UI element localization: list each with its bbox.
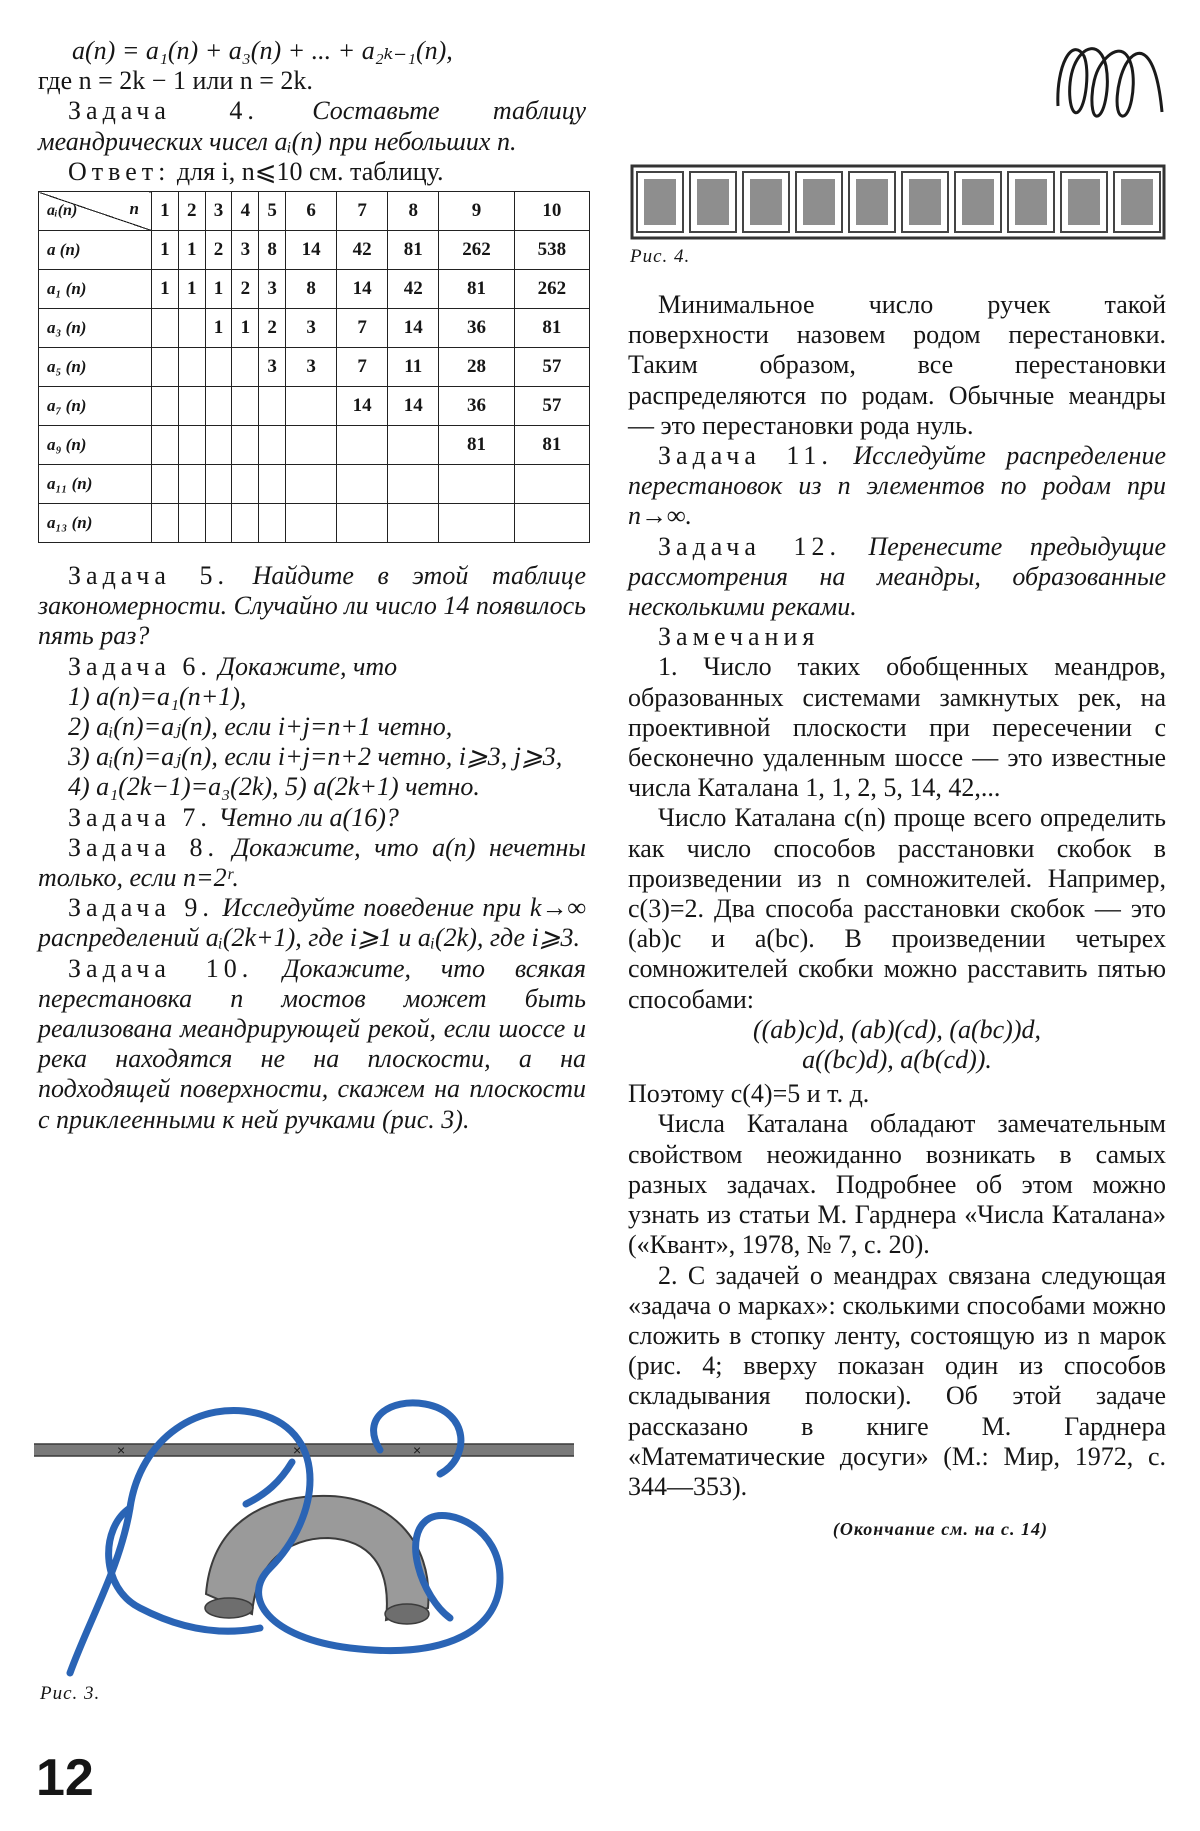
stamp-image	[1121, 179, 1153, 225]
remark-2: 2. С задачей о меандрах связана следующая «задача о марках»: сколькими способами можно сложить в стопку ленту, состоящую из n марок (рис. 4; вверху показан один из способов складывания полоски). Об этой задаче рассказано в книге М. Гарднера «Математические досуги» (М.: Мир, 1972, с. 344—353).	[628, 1260, 1166, 1501]
table-cell	[205, 504, 232, 543]
table-cell	[152, 504, 179, 543]
table-cell	[286, 504, 337, 543]
figure-3-caption: Рис. 3.	[40, 1683, 101, 1704]
table-cell: 42	[337, 231, 388, 270]
stamp-image	[803, 179, 835, 225]
table-cell	[388, 426, 439, 465]
left-column	[38, 36, 586, 1135]
table-row-label: a₁ (n)	[39, 270, 152, 309]
table-header-row	[39, 192, 590, 231]
table-cell	[152, 348, 179, 387]
table-column-header: 1	[152, 192, 179, 231]
table-cell: 3	[232, 231, 259, 270]
table-column-header: 8	[388, 192, 439, 231]
table-cell: 14	[388, 387, 439, 426]
right-column	[628, 290, 1166, 1544]
table-cell: 3	[259, 270, 286, 309]
brackets-line-2: a((bc)d), a(b(cd)).	[802, 1045, 992, 1075]
remarks-heading: Замечания	[658, 622, 820, 652]
table-cell: 81	[388, 231, 439, 270]
table-cell	[178, 504, 205, 543]
table-cell: 2	[259, 309, 286, 348]
task-10: Задача 10. Докажите, что всякая перестановка n мостов может быть реализована меандрирующей рекой, если шоссе и река находятся не на плоскости, а на подходящей поверхности, скажем на плоскости с приклеенными к ней ручками (рис. 3).	[38, 953, 586, 1134]
table-cell	[205, 348, 232, 387]
catalan-paragraph: Число Каталана c(n) проще всего определить как число способов расстановки скобок в произведении из n сомножителей. Например, c(3)=2. Два способа расстановки скобок — это (ab)c и a(bc). В произведении четырех сомножителей скобки можно расставить пятью способами:	[628, 803, 1166, 1014]
table-cell	[232, 426, 259, 465]
table-cell: 1	[232, 309, 259, 348]
c4-line: Поэтому c(4)=5 и т. д.	[628, 1079, 870, 1109]
table-cell: 57	[514, 348, 589, 387]
table-cell	[337, 465, 388, 504]
table-row	[39, 309, 590, 348]
table-cell: 8	[286, 270, 337, 309]
table-cell	[178, 309, 205, 348]
table-cell	[152, 387, 179, 426]
task-4: Задача 4. Составьте таблицу меандрических чисел aᵢ(n) при небольших n.	[38, 96, 586, 156]
table-cell: 11	[388, 348, 439, 387]
table-cell: 2	[205, 231, 232, 270]
stamp-image	[1068, 179, 1100, 225]
table-cell	[232, 465, 259, 504]
table-column-header: 3	[205, 192, 232, 231]
table-cell: 262	[439, 231, 514, 270]
table-column-header: 6	[286, 192, 337, 231]
stamp-image	[644, 179, 676, 225]
table-cell: 8	[259, 231, 286, 270]
table-cell: 7	[337, 348, 388, 387]
stamp-image	[856, 179, 888, 225]
page-number: 12	[36, 1749, 94, 1807]
table-row-label: a₃ (n)	[39, 309, 152, 348]
table-cell: 81	[439, 270, 514, 309]
table-cell: 1	[178, 231, 205, 270]
table-cell	[337, 426, 388, 465]
table-column-header: 7	[337, 192, 388, 231]
table-cell	[337, 504, 388, 543]
table-row	[39, 348, 590, 387]
table-cell: 36	[439, 387, 514, 426]
figure-4-caption: Рис. 4.	[630, 246, 691, 267]
table-row	[39, 231, 590, 270]
table-cell: 262	[514, 270, 589, 309]
table-row	[39, 465, 590, 504]
svg-text:×: ×	[413, 1442, 422, 1458]
table-cell	[178, 426, 205, 465]
table-cell	[205, 426, 232, 465]
table-cell: 14	[388, 309, 439, 348]
table-row	[39, 387, 590, 426]
brackets-line-1: ((ab)c)d, (ab)(cd), (a(bc))d,	[752, 1014, 1042, 1044]
table-cell	[514, 465, 589, 504]
figure-3-river-handle	[30, 1398, 580, 1678]
stamp-image	[1015, 179, 1047, 225]
table-cell	[259, 504, 286, 543]
task-6-item: 3) aᵢ(n)=aⱼ(n), если i+j=n+2 четно, i⩾3, j⩾3,	[68, 742, 563, 772]
table-cell	[439, 504, 514, 543]
table-cell	[259, 387, 286, 426]
table-cell	[259, 426, 286, 465]
table-cell	[439, 465, 514, 504]
formula-where: где n = 2k − 1 или n = 2k.	[38, 66, 313, 96]
table-cell: 7	[337, 309, 388, 348]
table-cell: 538	[514, 231, 589, 270]
stamp-image	[909, 179, 941, 225]
table-cell: 14	[337, 270, 388, 309]
stamp-image	[962, 179, 994, 225]
table-row-label: a₁₃ (n)	[39, 504, 152, 543]
table-cell	[388, 504, 439, 543]
table-column-header: 4	[232, 192, 259, 231]
task-6-item: 1) a(n)=a₁(n+1),	[68, 681, 247, 711]
table-cell	[232, 387, 259, 426]
table-cell	[286, 426, 337, 465]
table-row-label: a₁₁ (n)	[39, 465, 152, 504]
task-12: Задача 12. Перенесите предыдущие рассмотрения на меандры, образованные несколькими реками.	[628, 531, 1166, 622]
table-cell: 14	[337, 387, 388, 426]
table-cell: 1	[178, 270, 205, 309]
table-cell	[178, 348, 205, 387]
table-cell	[178, 465, 205, 504]
table-column-header: 2	[178, 192, 205, 231]
table-cell	[205, 465, 232, 504]
table-cell: 81	[439, 426, 514, 465]
task-9: Задача 9. Исследуйте поведение при k→∞ распределений aᵢ(2k+1), где i⩾1 и aᵢ(2k), где i⩾3.	[38, 893, 586, 953]
folded-strip-icon	[1052, 26, 1172, 136]
table-cell: 14	[286, 231, 337, 270]
table-cell	[514, 504, 589, 543]
catalan-paragraph-2: Числа Каталана обладают замечательным свойством неожиданно возникать в самых разных задачах. Подробнее об этом можно узнать из статьи М. Гарднера «Числа Каталана» («Квант», 1978, № 7, с. 20).	[628, 1109, 1166, 1260]
table-cell: 57	[514, 387, 589, 426]
svg-text:×: ×	[293, 1442, 302, 1458]
stamp-image	[697, 179, 729, 225]
meander-table	[38, 191, 590, 543]
task-6-item: 2) aᵢ(n)=aⱼ(n), если i+j=n+1 четно,	[68, 712, 453, 742]
table-cell	[388, 465, 439, 504]
table-row	[39, 426, 590, 465]
table-cell	[152, 465, 179, 504]
table-column-header: 9	[439, 192, 514, 231]
end-note: (Окончание см. на с. 14)	[832, 1519, 1048, 1540]
table-body	[39, 231, 590, 543]
table-cell	[259, 465, 286, 504]
table-cell	[232, 504, 259, 543]
task-6-item: 4) a₁(2k−1)=a₃(2k), 5) a(2k+1) четно.	[68, 772, 480, 802]
remark-1: 1. Число таких обобщенных меандров, образованных системами замкнутых рек, на проективной плоскости при пересечении с бесконечно удаленным шоссе — это известные числа Каталана 1, 1, 2, 5, 14, 42,...	[628, 652, 1166, 803]
table-cell: 3	[259, 348, 286, 387]
table-cell	[286, 465, 337, 504]
table-cell: 42	[388, 270, 439, 309]
genus-paragraph: Минимальное число ручек такой поверхности назовем родом перестановки. Таким образом, все перестановки распределяются по родам. Обычные меандры — это перестановки рода нуль.	[628, 290, 1166, 440]
table-cell: 2	[232, 270, 259, 309]
table-cell	[286, 387, 337, 426]
stamp-image	[750, 179, 782, 225]
answer: Ответ: для i, n⩽10 см. таблицу.	[68, 156, 444, 186]
table-cell: 3	[286, 309, 337, 348]
table-row-label: a₉ (n)	[39, 426, 152, 465]
table-cell: 1	[205, 270, 232, 309]
task-11: Задача 11. Исследуйте распределение перестановок из n элементов по родам при n→∞.	[628, 441, 1166, 531]
table-cell: 81	[514, 426, 589, 465]
task-7: Задача 7. Четно ли a(16)?	[68, 802, 399, 832]
table-row	[39, 270, 590, 309]
table-corner: n aᵢ(n)	[39, 192, 152, 231]
table-cell	[152, 426, 179, 465]
table-cell	[205, 387, 232, 426]
formula-line: a(n) = a₁(n) + a₃(n) + ... + a₂ₖ₋₁(n),	[72, 36, 453, 65]
stamp-strip	[632, 166, 1164, 238]
table-cell	[232, 348, 259, 387]
svg-text:×: ×	[117, 1442, 126, 1458]
table-cell: 81	[514, 309, 589, 348]
task-5: Задача 5. Найдите в этой таблице закономерности. Случайно ли число 14 появилось пять раз?	[38, 561, 586, 651]
figure-4-stamp-strip	[630, 164, 1166, 240]
table-cell: 28	[439, 348, 514, 387]
table-cell: 3	[286, 348, 337, 387]
table-row-label: a₅ (n)	[39, 348, 152, 387]
table-cell: 1	[152, 231, 179, 270]
table-column-header: 10	[514, 192, 589, 231]
table-row-label: a (n)	[39, 231, 152, 270]
table-column-header: 5	[259, 192, 286, 231]
table-cell: 1	[152, 270, 179, 309]
table-cell	[152, 309, 179, 348]
table-row-label: a₇ (n)	[39, 387, 152, 426]
task-6: Задача 6. Докажите, что	[68, 651, 398, 681]
table-row	[39, 504, 590, 543]
table-cell	[178, 387, 205, 426]
table-cell: 36	[439, 309, 514, 348]
task-8: Задача 8. Докажите, что a(n) нечетны только, если n=2ʳ.	[38, 832, 586, 893]
table-cell: 1	[205, 309, 232, 348]
